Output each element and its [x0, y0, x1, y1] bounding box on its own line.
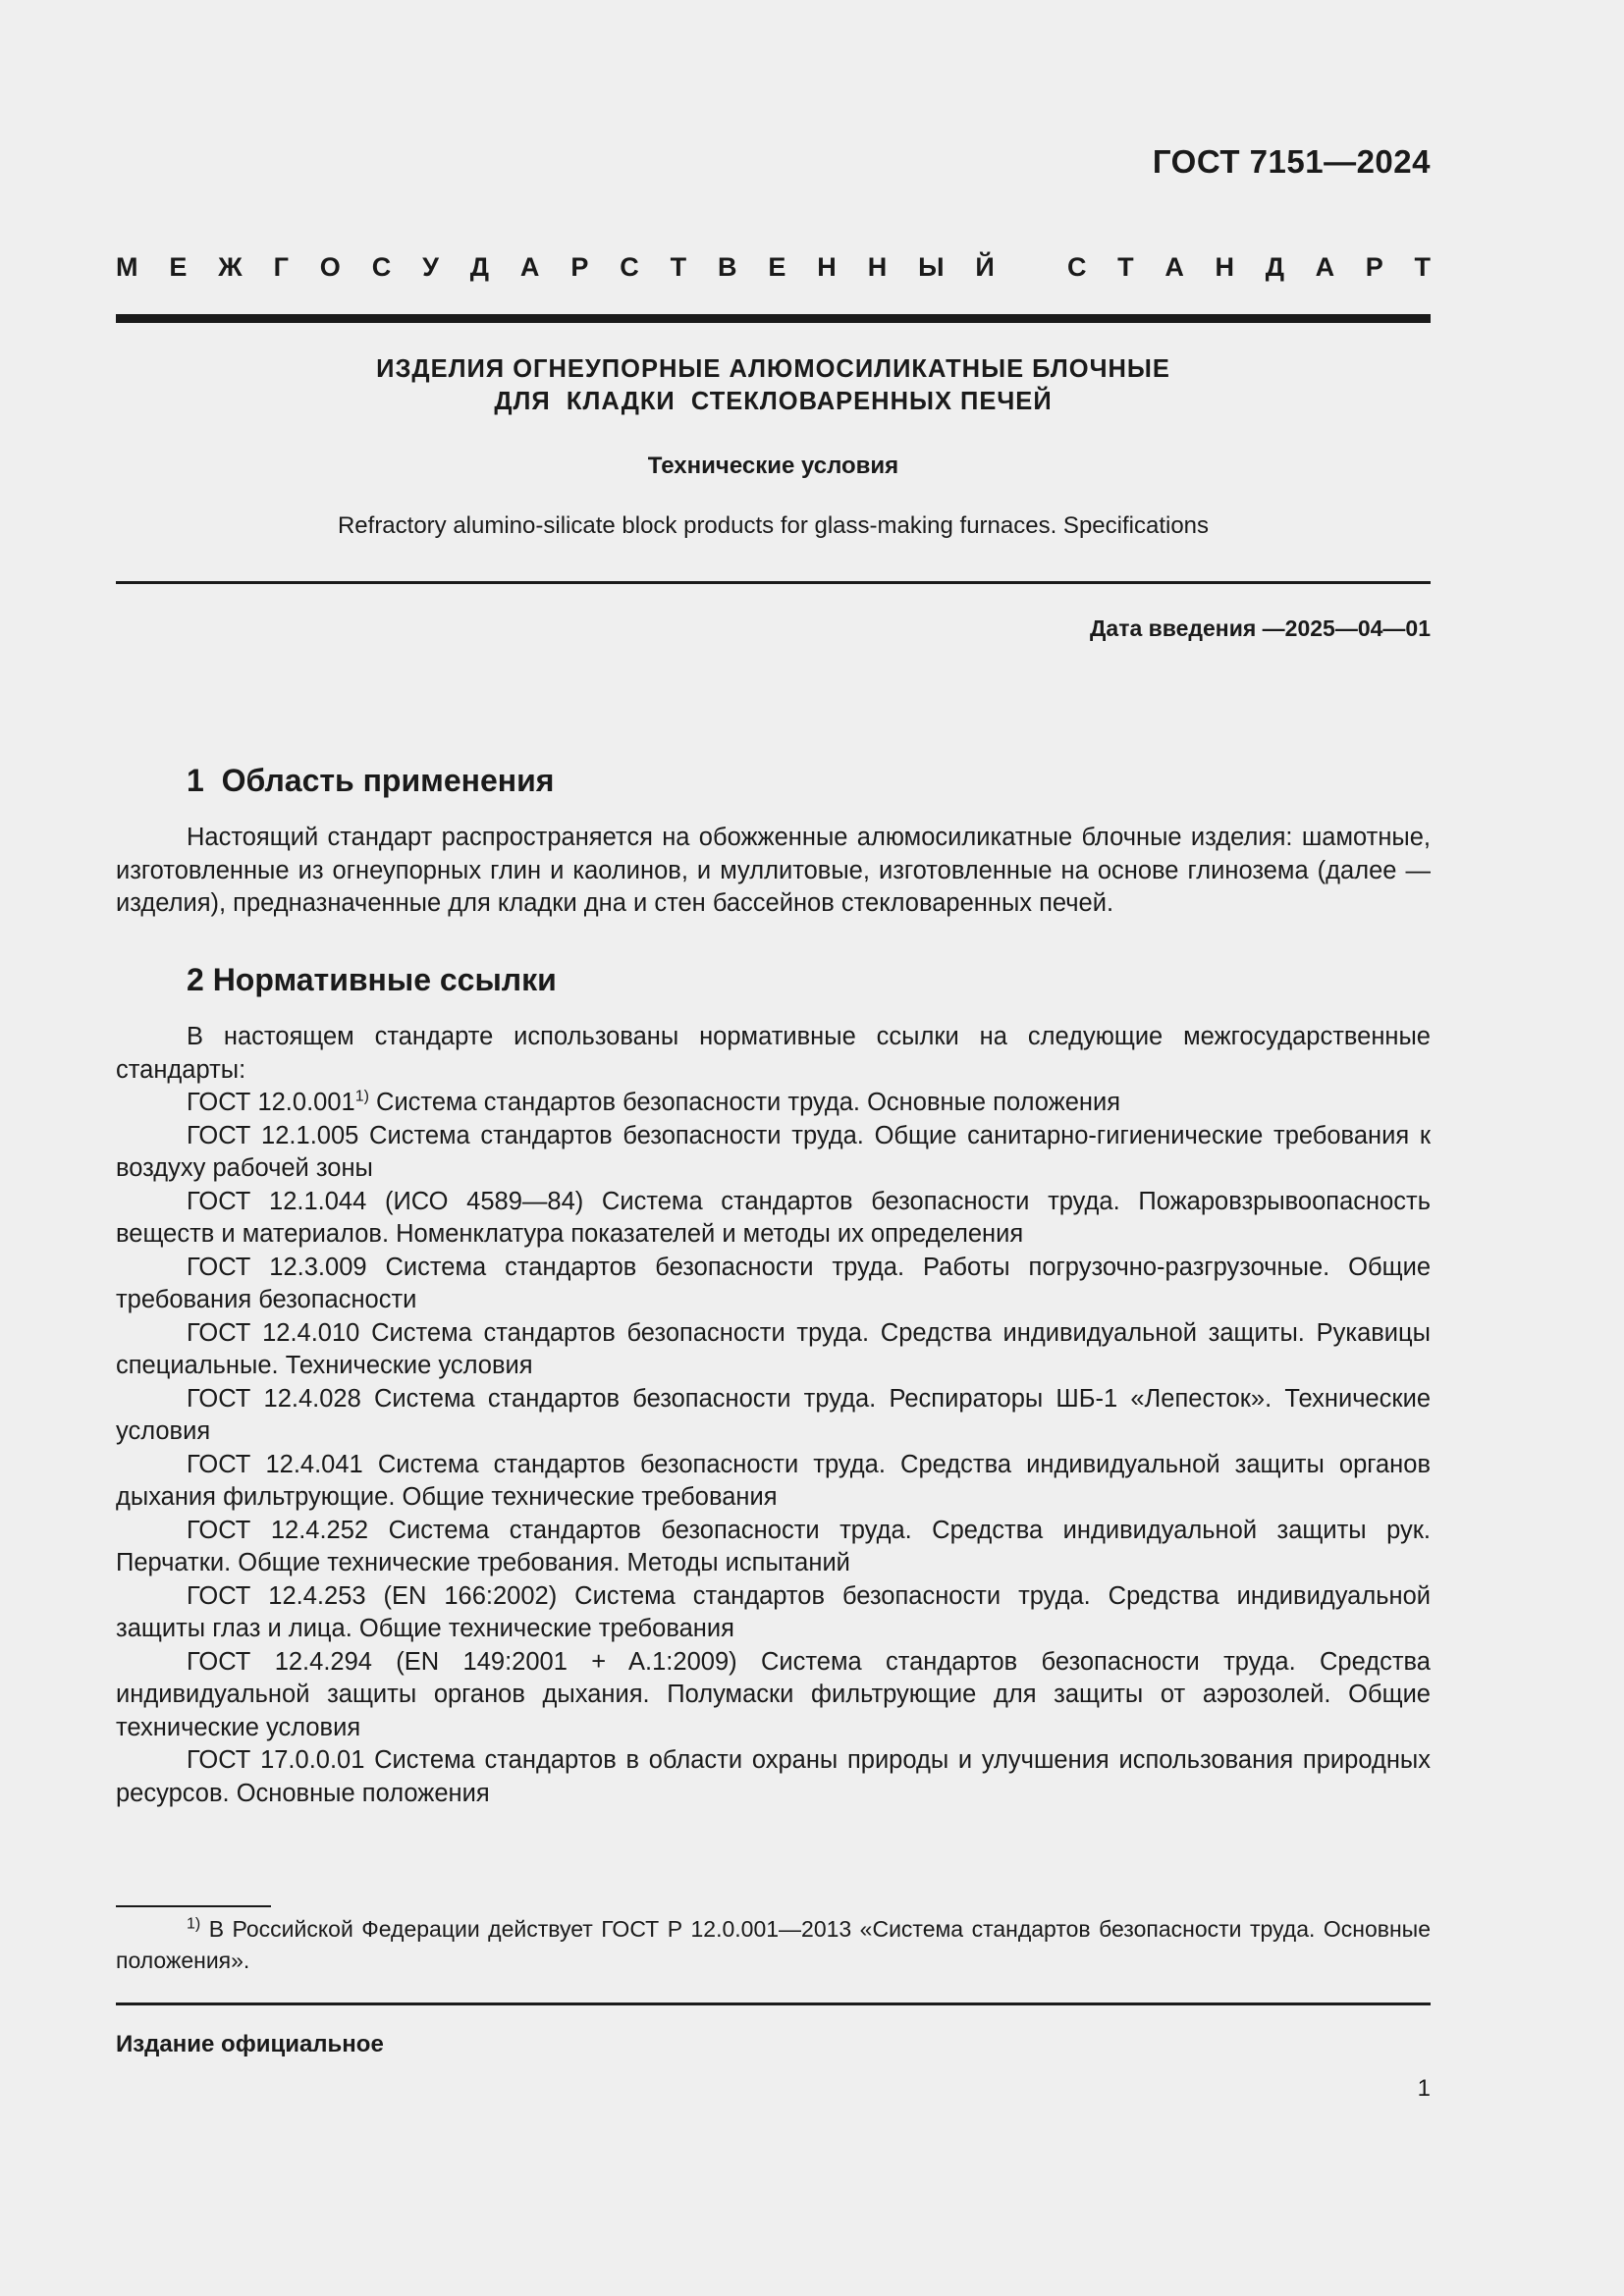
- english-title: Refractory alumino-silicate block products for glass-making furnaces. Specifications: [337, 512, 1210, 539]
- reference-title: Система стандартов безопасности труда. Средства индивидуальной защиты рук. Перчатки. Общие технические требования. Методы испытаний: [116, 1516, 1431, 1576]
- letter: Т: [1117, 252, 1134, 282]
- reference-title: Система стандартов безопасности труда. Основные положения: [368, 1089, 1121, 1116]
- reference-code: ГОСТ 17.0.0.01: [187, 1746, 365, 1774]
- title-line-2: ДЛЯ КЛАДКИ СТЕКЛОВАРЕННЫХ ПЕЧЕЙ: [494, 388, 1053, 415]
- letter: Е: [768, 252, 786, 282]
- reference-code: ГОСТ 12.4.028: [187, 1384, 361, 1413]
- document-subtitle: Технические условия: [647, 453, 899, 479]
- letter: Д: [1265, 252, 1284, 282]
- reference-code: ГОСТ 12.4.253 (EN 166:2002): [187, 1581, 558, 1610]
- reference-code: ГОСТ 12.4.294 (EN 149:2001 + A.1:2009): [187, 1647, 737, 1676]
- official-edition-label: Издание официальное: [116, 2031, 384, 2057]
- introduction-date: Дата введения —2025—04—01: [1090, 615, 1431, 641]
- letter: А: [1315, 252, 1335, 282]
- letter: С: [620, 252, 639, 282]
- letter: А: [519, 252, 540, 282]
- letter: Й: [975, 252, 995, 282]
- letter: У: [422, 252, 439, 282]
- document-number: ГОСТ 7151—2024: [1152, 143, 1431, 180]
- title-rule: [116, 581, 1431, 584]
- normative-references-list: [116, 1087, 1431, 1810]
- interstate-word: [116, 252, 995, 283]
- reference-code: ГОСТ 12.3.009: [187, 1253, 367, 1281]
- reference-item: [116, 1646, 1431, 1745]
- footer-rule: [116, 2002, 1431, 2005]
- section-1-paragraph: Настоящий стандарт распространяется на обожженные алюмосиликатные блочные изделия: шамотные, изготовленные из огнеупорных глин и каолинов, и муллитовые, изготовленные на основе глинозема (далее — изделия), предназначенные для кладки дна и стен бассейнов стекловаренных печей.: [116, 824, 1431, 917]
- letter: А: [1164, 252, 1184, 282]
- reference-item: [116, 1449, 1431, 1515]
- letter: Н: [817, 252, 837, 282]
- reference-item: [116, 1515, 1431, 1580]
- standard-word: [1067, 252, 1431, 283]
- letter: Т: [1414, 252, 1431, 282]
- letter: Р: [570, 252, 589, 282]
- letter: Т: [670, 252, 687, 282]
- reference-title: Система стандартов безопасности труда. Работы погрузочно-разгрузочные. Общие требования безопасности: [116, 1253, 1432, 1313]
- section-2-intro: В настоящем стандарте использованы нормативные ссылки на следующие межгосударственные стандарты:: [116, 1023, 1431, 1084]
- title-line-1: ИЗДЕЛИЯ ОГНЕУПОРНЫЕ АЛЮМОСИЛИКАТНЫЕ БЛОЧНЫЕ: [376, 355, 1170, 383]
- reference-code: ГОСТ 12.1.005: [187, 1121, 359, 1149]
- reference-title: Система стандартов безопасности труда. Средства индивидуальной защиты глаз и лица. Общие технические требования: [116, 1581, 1432, 1642]
- reference-title: Система стандартов безопасности труда. Пожаровзрывоопасность веществ и материалов. Номенклатура показателей и методы их определения: [116, 1187, 1432, 1248]
- reference-item: [116, 1383, 1431, 1449]
- reference-title: Система стандартов безопасности труда. Общие санитарно-гигиенические требования к воздуху рабочей зоны: [116, 1121, 1431, 1182]
- reference-title: Система стандартов в области охраны природы и улучшения использования природных ресурсов. Основные положения: [116, 1746, 1431, 1807]
- reference-item: [116, 1317, 1431, 1383]
- header-rule: [116, 314, 1431, 323]
- reference-title: Система стандартов безопасности труда. Средства индивидуальной защиты. Рукавицы специальные. Технические условия: [116, 1318, 1431, 1379]
- document-title: [116, 353, 1431, 418]
- letter: С: [1067, 252, 1087, 282]
- letter: Н: [1215, 252, 1235, 282]
- letter: Ы: [918, 252, 945, 282]
- reference-item: [116, 1087, 1431, 1120]
- letter: Д: [469, 252, 490, 282]
- reference-item: [116, 1186, 1431, 1252]
- footnote-marker: 1): [354, 1088, 369, 1105]
- page-number: 1: [1417, 2075, 1431, 2102]
- footnote-separator: [116, 1905, 271, 1907]
- reference-code: ГОСТ 12.4.041: [187, 1450, 363, 1478]
- reference-code: ГОСТ 12.4.252: [187, 1516, 369, 1544]
- document-page: [116, 0, 1431, 2296]
- letter: Г: [273, 252, 289, 282]
- reference-code: ГОСТ 12.0.001: [187, 1089, 355, 1116]
- reference-title: Система стандартов безопасности труда. Средства индивидуальной защиты органов дыхания фильтрующие. Общие технические требования: [116, 1450, 1431, 1511]
- letter: Ж: [218, 252, 243, 282]
- section-1-heading: 1 Область применения: [187, 763, 555, 798]
- reference-item: [116, 1744, 1431, 1810]
- reference-title: Система стандартов безопасности труда. Респираторы ШБ-1 «Лепесток». Технические условия: [116, 1384, 1432, 1445]
- reference-item: [116, 1580, 1431, 1646]
- letter: Р: [1365, 252, 1383, 282]
- letter: Е: [169, 252, 188, 282]
- reference-item: [116, 1252, 1431, 1317]
- letter: О: [319, 252, 341, 282]
- letter: В: [718, 252, 737, 282]
- reference-code: ГОСТ 12.1.044 (ИСО 4589—84): [187, 1187, 584, 1215]
- letter: М: [116, 252, 138, 282]
- letter: С: [371, 252, 392, 282]
- reference-item: [116, 1120, 1431, 1186]
- footnote: [116, 1913, 1431, 1976]
- section-2-heading: 2 Нормативные ссылки: [187, 962, 557, 997]
- reference-title: Система стандартов безопасности труда. Средства индивидуальной защиты органов дыхания. Полумаски фильтрующие для защиты от аэрозолей. Общие технические условия: [116, 1647, 1431, 1741]
- footnote-marker: 1): [187, 1915, 201, 1933]
- footnote-text: В Российской Федерации действует ГОСТ Р 12.0.001—2013 «Система стандартов безопасности труда. Основные положения».: [116, 1916, 1431, 1973]
- interstate-standard-heading: [116, 252, 1431, 283]
- letter: Н: [867, 252, 888, 282]
- reference-code: ГОСТ 12.4.010: [187, 1318, 360, 1347]
